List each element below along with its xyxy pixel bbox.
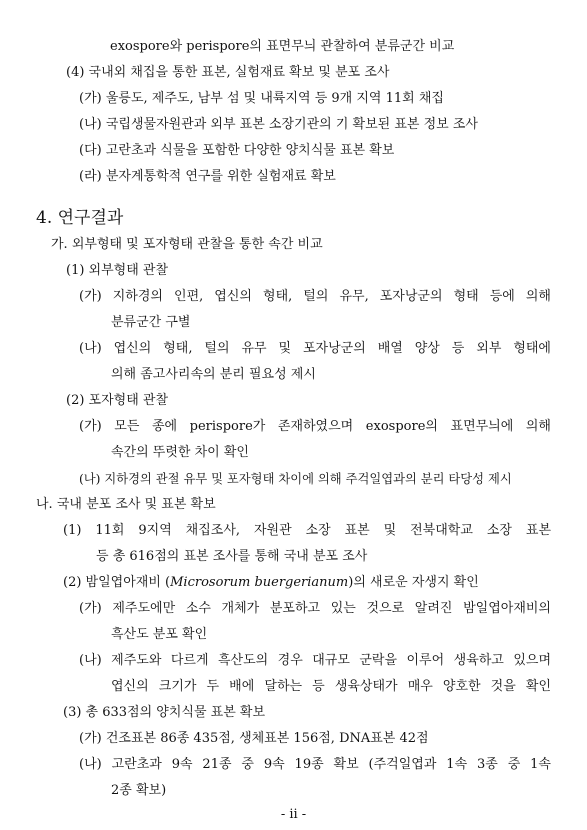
- page-number: - ii -: [280, 807, 307, 822]
- list-item: (가) 건조표본 86종 435점, 생체표본 156점, DNA표본 42점: [79, 731, 429, 746]
- text-span: )의 새로운 자생지 확인: [348, 575, 479, 590]
- text-span: (2) 밤일엽아재비 (: [63, 575, 171, 590]
- list-item: (가) 모든 종에 perispore가 존재하였으며 exospore의 표면무늬에 의해: [79, 419, 551, 434]
- list-item: (가) 지하경의 인편, 엽신의 형태, 털의 유무, 포자낭군의 형태 등에 의해: [79, 289, 551, 304]
- species-name: Microsorum buergerianum: [170, 575, 349, 590]
- subsection-title: 나. 국내 분포 조사 및 표본 확보: [36, 497, 216, 512]
- section-heading: 4. 연구결과: [36, 208, 124, 228]
- list-item: (나) 제주도와 다르게 흑산도의 경우 대규모 군락을 이루어 생육하고 있으며: [79, 653, 551, 668]
- list-item: [63, 574, 479, 592]
- list-item: (3) 총 633점의 양치식물 표본 확보: [63, 705, 266, 720]
- list-item: (4) 국내외 채집을 통한 표본, 실험재료 확보 및 분포 조사: [66, 65, 390, 80]
- list-item-continuation: 분류군간 구별: [111, 315, 191, 330]
- list-item: (나) 국립생물자원관과 외부 표본 소장기관의 기 확보된 표본 정보 조사: [79, 117, 478, 132]
- text-line: exospore와 perispore의 표면무늬 관찰하여 분류군간 비교: [110, 39, 455, 54]
- list-item: (가) 울릉도, 제주도, 남부 섬 및 내륙지역 등 9개 지역 11회 채집: [79, 91, 444, 106]
- list-item: (나) 지하경의 관절 유무 및 포자형태 차이에 의해 주걱일엽과의 분리 타당성 제시: [79, 472, 512, 486]
- list-item: (1) 외부형태 관찰: [66, 263, 169, 278]
- list-item-continuation: 흑산도 분포 확인: [111, 627, 208, 642]
- list-item: (나) 고란초과 9속 21종 중 9속 19종 확보 (주걱일엽과 1속 3종 중 1속: [79, 757, 551, 772]
- list-item-continuation: 속간의 뚜렷한 차이 확인: [111, 445, 249, 460]
- list-item-continuation: 의해 좀고사리속의 분리 필요성 제시: [111, 367, 316, 382]
- list-item-continuation: 엽신의 크기가 두 배에 달하는 등 생육상태가 매우 양호한 것을 확인: [111, 679, 551, 694]
- list-item: (라) 분자계통학적 연구를 위한 실험재료 확보: [79, 169, 336, 184]
- list-item-continuation: 등 총 616점의 표본 조사를 통해 국내 분포 조사: [96, 549, 368, 564]
- list-item: (나) 엽신의 형태, 털의 유무 및 포자낭군의 배열 양상 등 외부 형태에: [79, 341, 551, 356]
- subsection-title: 가. 외부형태 및 포자형태 관찰을 통한 속간 비교: [51, 237, 323, 252]
- list-item-continuation: 2종 확보): [111, 783, 167, 798]
- list-item: (2) 포자형태 관찰: [66, 393, 169, 408]
- list-item: (다) 고란초과 식물을 포함한 다양한 양치식물 표본 확보: [79, 143, 395, 158]
- list-item: (1) 11회 9지역 채집조사, 자원관 소장 표본 및 전북대학교 소장 표본: [63, 523, 551, 538]
- list-item: (가) 제주도에만 소수 개체가 분포하고 있는 것으로 알려진 밤일엽아재비의: [79, 601, 551, 616]
